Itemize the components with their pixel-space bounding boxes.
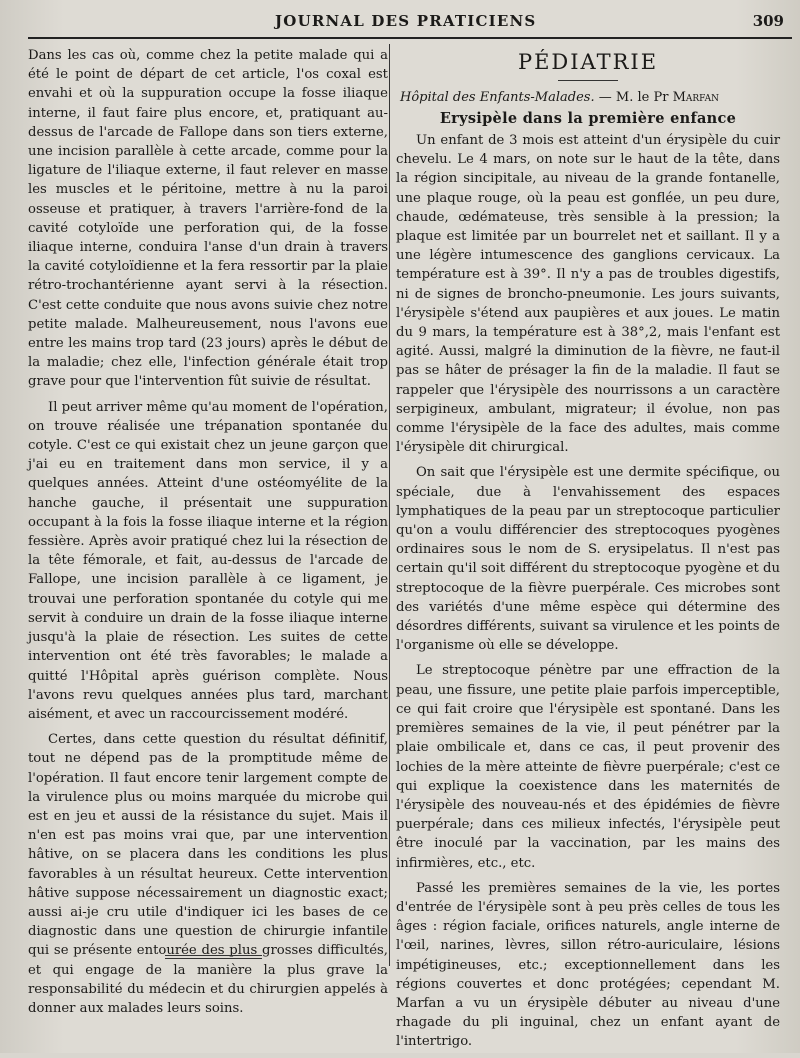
page-number: 309: [752, 12, 784, 30]
section-title: PÉDIATRIE: [517, 50, 659, 74]
journal-name: JOURNAL DES PRATICIENS: [275, 12, 537, 30]
paragraph: Un enfant de 3 mois est atteint d'un érysipèle du cuir chevelu. Le 4 mars, on note sur le haut de la tête, dans la région sincipitale, au niveau de la grande fontanelle, une plaque rouge, où la peau est gonflée, un peu dure, chaude, œdémateuse, très sensible à la pression; la plaque est limitée par un bourrelet net et saillant. Il y a une légère intumescence des ganglions cervicaux. La température est à 39°. Il n'y a pas de troubles digestifs, ni de signes de broncho-pneumonie. Les jours suivants, l'érysipèle s'étend aux paupières et aux joues. Le matin du 9 mars, la température est à 38°,2, mais l'enfant est agité. Aussi, malgré la diminution de la fièvre, ne faut-il pas se hâter de présager la fin de la maladie. Il faut se rappeler que l'érysipèle des nourrissons a un caractère serpigineux, ambulant, migrateur; il évolue, non pas comme l'érysipèle de la face des adultes, mais comme l'érysipèle dit chirurgical.: [396, 133, 780, 456]
professor-prefix: M. le Pr: [615, 90, 669, 105]
section-title-rule: [558, 80, 618, 81]
header-rule: [28, 37, 792, 39]
paragraph: On sait que l'érysipèle est une dermite spécifique, ou spéciale, due à l'envahissement des espaces lymphatiques de la peau par un streptocoque particulier qu'on a voulu différencier des streptocoques pyogènes ordinaires sous le nom de S. erysipelatus. Il n'est pas certain qu'il soit différent du streptocoque pyogène et du streptocoque de la fièvre puerpérale. Ces microbes sont des variétés d'une même espèce qui détermine des désordres différents, suivant sa virulence et les points de l'organisme où elle se développe.: [396, 465, 780, 654]
paragraph: Dans les cas où, comme chez la petite malade qui a été le point de départ de cet article, l'os coxal est envahi et où la suppuration occupe la fosse iliaque interne, il faut faire plus encore, et, pratiquant au-dessus de l'arcade de Fallope dans son tiers externe, une incision parallèle à cette arcade, comme pour la ligature de l'iliaque externe, il faut relever en masse les muscles et le péritoine, mettre à nu la paroi osseuse et pratiquer, à travers l'arrière-fond de la cavité cotyloïde une perforation qui, de la fosse iliaque interne, conduira l'anse d'un drain à travers la cavité cotyloïdienne et la fera ressortir par la plaie rétro-trochantérienne ayant servi à la résection. C'est cette conduite que nous avons suivie chez notre petite malade. Malheureusement, nous l'avons eue entre les mains trop tard (23 jours) après le début de la maladie; chez elle, l'infection générale était trop grave pour que l'intervention fût suivie de résultat.: [28, 48, 388, 390]
right-column: [396, 46, 780, 1058]
left-column: [28, 46, 388, 1024]
end-of-article-rule: [165, 955, 262, 959]
hospital-name: Hôpital des Enfants-Malades.: [400, 90, 595, 105]
paragraph: Le streptocoque pénètre par une effraction de la peau, une fissure, une petite plaie parfois imperceptible, ce qui fait croire que l'érysipèle est spontané. Dans les premières semaines de la vie, il peut pénétrer par la plaie ombilicale et, dans ce cas, il peut provenir des lochies de la mère atteinte de fièvre puerpérale; c'est ce qui explique la coexistence dans les maternités de l'érysipèle des nouveau-nés et des épidémies de fièvre puerpérale; dans ces milieux infectés, l'érysipèle peut être inoculé par la vaccination, par les mains des infirmières, etc., etc.: [396, 663, 780, 871]
article-title: Erysipèle dans la première enfance: [439, 110, 737, 127]
paragraph: Il peut arriver même qu'au moment de l'opération, on trouve réalisée une trépanation spontanée du cotyle. C'est ce qui existait chez un jeune garçon que j'ai eu en traitement dans mon service, il y a quelques années. Atteint d'une ostéomyélite de la hanche gauche, il présentait une suppuration occupant à la fois la fosse iliaque interne et la région fessière. Après avoir pratiqué chez lui la résection de la tête fémorale, et fait, au-dessus de l'arcade de Fallope, une incision parallèle à ce ligament, je trouvai une perforation spontanée du cotyle qui me servit à conduire un drain de la fosse iliaque interne jusqu'à la plaie de résection. Les suites de cette intervention ont été très favorables; le malade a quitté l'Hôpital après guérison complète. Nous l'avons revu quelques années plus tard, marchant aisément, et avec un raccourcissement modéré.: [28, 399, 388, 722]
byline-dash: —: [598, 90, 612, 105]
column-divider: [389, 44, 390, 966]
paragraph: Certes, dans cette question du résultat définitif, tout ne dépend pas de la promptitude même de l'opération. Il faut encore tenir largement compte de la virulence plus ou moins marquée du microbe qui est en jeu et aussi de la résistance du sujet. Mais il n'en est pas moins vrai que, par une intervention hâtive, on se placera dans les conditions les plus favorables à un résultat heureux. Cette intervention hâtive suppose nécessairement un diagnostic exact; aussi ai-je cru utile d'indiquer ici les bases de ce diagnostic dans une question de chirurgie infantile qui se présente entourée des plus grosses difficultés, et qui engage de la manière la plus grave la responsabilité du médecin et du chirurgien appelés à donner aux malades leurs soins.: [28, 732, 388, 1016]
paragraph: Passé les premières semaines de la vie, les portes d'entrée de l'érysipèle sont à peu près celles de tous les âges : région faciale, orifices naturels, angle interne de l'œil, narines, lèvres, sillon rétro-auriculaire, lésions impétigineuses, etc.; exceptionnellement dans les régions couvertes et donc protégées; cependant M. Marfan a vu un érysipèle débuter au niveau d'une rhagade du pli inguinal, chez un enfant ayant de l'intertrigo.: [396, 880, 780, 1050]
running-head: [0, 12, 800, 36]
byline: [396, 89, 780, 107]
professor-name: Marfan: [672, 90, 719, 105]
